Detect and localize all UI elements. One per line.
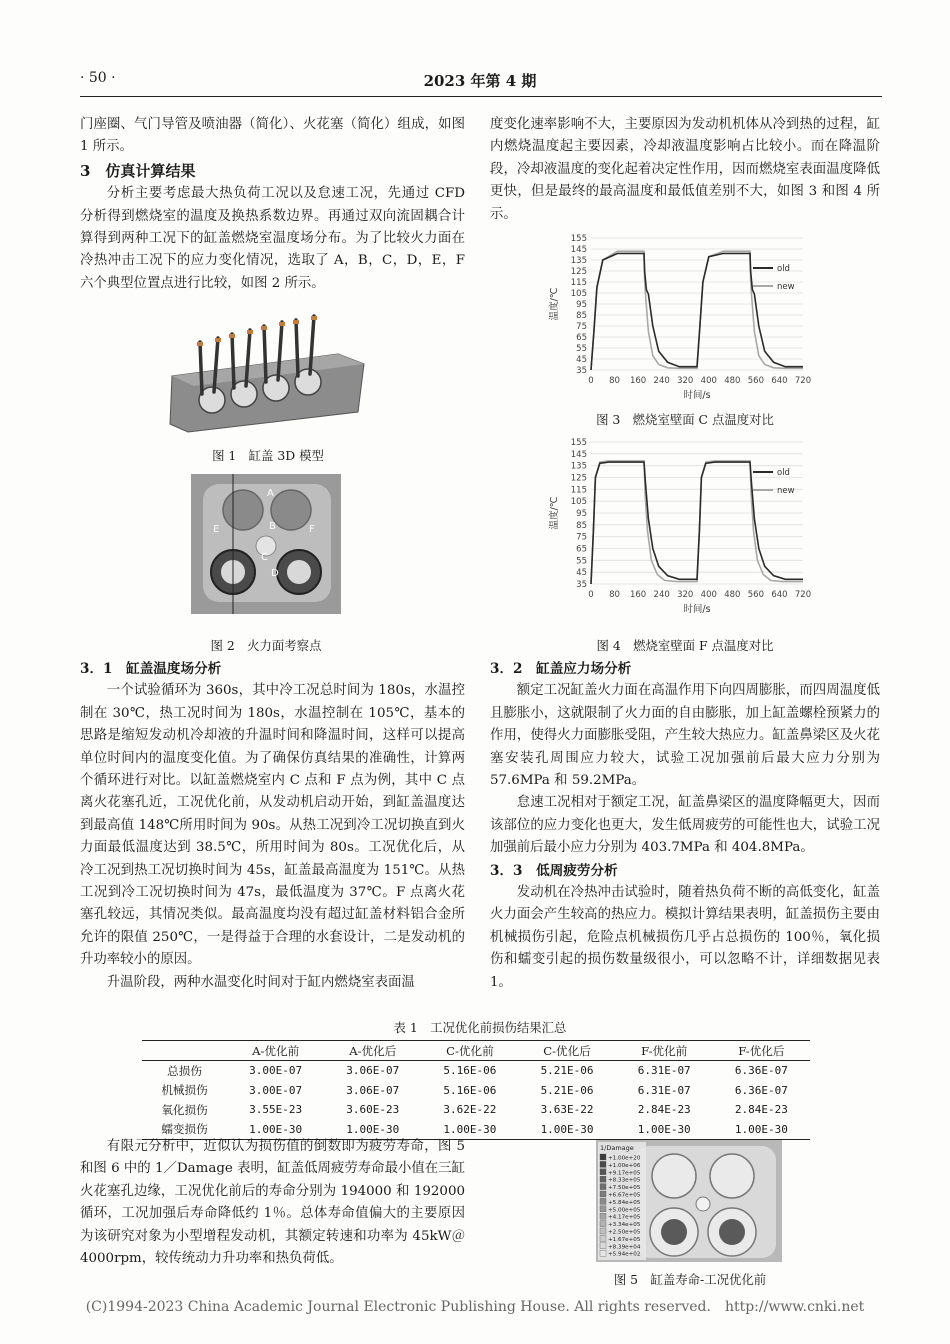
paragraph: 怠速工况相对于额定工况，缸盖鼻梁区的温度降幅更大，因而该部位的应力变化也更大，发生低周疲劳的可能性也大，试验工况加强前后最小应力分别为 403.7MPa 和 404.8MPa。 (490, 795, 880, 856)
table-cell: 1.00E-30 (227, 1120, 324, 1140)
header-rule (80, 96, 882, 97)
paragraph: 额定工况缸盖火力面在高温作用下向四周膨胀，而四周温度低且膨胀小，这就限制了火力面的自由膨胀，加上缸盖螺栓预紧力的作用，使得火力面膨胀受阻，产生较大热应力。缸盖鼻梁区及火花塞安装孔周围应力较大，试验工况加强前后最大应力分别为 57.6MPa 和 59.2MPa。 (490, 683, 880, 789)
journal-issue: 2023 年第 4 期 (423, 72, 537, 90)
legend-value: +1.00e+20 (608, 1155, 641, 1162)
table-cell: 5.21E-06 (540, 1064, 594, 1078)
legend-swatch (600, 1198, 606, 1204)
x-tick-label: 320 (677, 376, 694, 386)
table-cell: 2.84E-23 (734, 1103, 788, 1117)
point-label-f: F (309, 524, 315, 535)
series-line-old (591, 462, 803, 584)
y-tick-label: 45 (576, 355, 587, 365)
table-cell: 6.36E-07 (734, 1064, 788, 1078)
y-tick-label: 115 (570, 278, 587, 288)
y-axis-label: 温度/℃ (549, 496, 560, 530)
table-row-header: 总损伤 (167, 1063, 202, 1078)
legend-swatch (600, 1176, 606, 1182)
table-cell: 1.00E-30 (421, 1120, 518, 1140)
y-tick-label: 115 (570, 485, 587, 496)
legend-label-old: old (777, 264, 790, 274)
table-cell: 6.31E-07 (637, 1064, 691, 1078)
y-tick-label: 155 (570, 234, 587, 244)
y-tick-label: 55 (576, 556, 587, 567)
damage-table (142, 1040, 810, 1140)
cylinder-head-life-figure (596, 1140, 782, 1262)
y-tick-label: 75 (576, 322, 587, 332)
x-tick-label: 240 (653, 590, 670, 600)
legend-value: +4.17e+05 (608, 1214, 641, 1221)
x-tick-label: 400 (700, 590, 717, 600)
legend-swatch (600, 1191, 606, 1197)
x-tick-label: 480 (724, 376, 741, 386)
y-tick-label: 145 (570, 245, 587, 255)
x-axis-label: 时间/s (683, 604, 711, 615)
left-column-final (80, 1136, 465, 1270)
page-header (80, 70, 880, 96)
table-row-header: 蠕变损伤 (142, 1120, 227, 1140)
point-label-d: D (271, 568, 279, 579)
cylinder-head-3d-model-figure (168, 312, 368, 434)
y-tick-label: 135 (570, 461, 587, 472)
paragraph: 度变化速率影响不大，主要原因为发动机机体从冷到热的过程，缸内燃烧温度起主要因素，冷却液温度影响占比较小。而在降温阶段，冷却液温度的变化起着决定性作用，因而燃烧室表面温度降低更快，但是最终的最高温度和最低值差别不大，如图 3 和图 4 所示。 (490, 117, 880, 222)
legend-swatch (600, 1169, 606, 1175)
x-tick-label: 560 (747, 590, 765, 600)
y-tick-label: 35 (576, 366, 587, 376)
section-heading-3: 3 仿真计算结果 (80, 161, 196, 180)
y-tick-label: 85 (576, 311, 587, 321)
paragraph: 门座圈、气门导管及喷油器（简化）、火花塞（简化）组成，如图 1 所示。 (80, 117, 465, 155)
section-heading-3-1: 3．1 缸盖温度场分析 (80, 661, 222, 677)
legend-value: +2.50e+05 (608, 1229, 641, 1236)
x-tick-label: 400 (700, 376, 717, 386)
x-tick-label: 560 (747, 376, 765, 386)
table-row (142, 1061, 810, 1081)
legend-title: 1/Damage (600, 1144, 634, 1152)
table-header-row (142, 1041, 810, 1061)
fig4-temperature-chart (535, 432, 835, 622)
series-line-new (591, 251, 803, 370)
y-tick-label: 155 (570, 438, 587, 448)
figure-1-caption: 图 1 缸盖 3D 模型 (212, 448, 324, 463)
x-tick-label: 320 (677, 590, 694, 600)
legend-value: +8.33e+05 (608, 1177, 641, 1184)
point-label-b: B (269, 521, 276, 532)
x-tick-label: 0 (588, 376, 594, 386)
x-tick-label: 80 (609, 590, 620, 600)
table-header-cell: A-优化前 (227, 1041, 324, 1061)
table-row-header: 机械损伤 (161, 1083, 208, 1098)
legend-value: +7.50e+05 (608, 1185, 641, 1192)
x-axis-label: 时间/s (683, 390, 711, 401)
table-header-cell: F-优化后 (713, 1041, 810, 1061)
x-tick-label: 640 (771, 376, 788, 386)
table-1-caption: 表 1 工况优化前损伤结果汇总 (393, 1020, 567, 1035)
x-tick-label: 480 (724, 590, 741, 600)
page-number: · 50 · (80, 70, 116, 86)
right-column-top (490, 114, 880, 226)
legend-value: +1.00e+06 (608, 1162, 641, 1169)
paragraph: 分析主要考虑最大热负荷工况以及怠速工况，先通过 CFD 分析得到燃烧室的温度及换热系数边界。再通过双向流固耦合计算得到两种工况下的缸盖燃烧室温度场分布。为了比较火力面在冷热冲击工况下的应力变化情况，选取了 A，B，C，D，E，F 六个典型位置点进行比较，如图 2 所示。 (80, 186, 465, 291)
x-tick-label: 240 (653, 376, 670, 386)
y-tick-label: 55 (576, 344, 587, 354)
legend-swatch (600, 1154, 606, 1160)
y-tick-label: 105 (570, 289, 587, 299)
y-tick-label: 95 (576, 300, 587, 310)
figure-4-caption: 图 4 燃烧室壁面 F 点温度对比 (596, 638, 774, 653)
left-column-bottom (80, 658, 465, 994)
y-tick-label: 105 (570, 497, 587, 508)
legend-swatch (600, 1213, 606, 1219)
table-cell: 1.00E-30 (324, 1120, 421, 1140)
y-tick-label: 145 (570, 449, 587, 460)
legend-value: +3.34e+05 (608, 1222, 641, 1229)
table-header-cell: C-优化前 (421, 1041, 518, 1061)
table-header-cell: F-优化前 (616, 1041, 713, 1061)
table-row (142, 1081, 810, 1101)
table-cell: 3.60E-23 (346, 1103, 400, 1117)
table-row-header: 氧化损伤 (161, 1102, 208, 1117)
y-tick-label: 35 (576, 580, 587, 590)
table-header-cell: A-优化后 (324, 1041, 421, 1061)
table-cell: 1.00E-30 (518, 1120, 615, 1140)
section-heading-3-3: 3．3 低周疲劳分析 (490, 862, 618, 879)
table-cell: 1.00E-30 (616, 1120, 713, 1140)
legend-swatch (600, 1235, 606, 1241)
y-tick-label: 75 (576, 532, 587, 543)
table-header-cell: C-优化后 (518, 1041, 615, 1061)
legend-value: +5.94e+02 (608, 1251, 641, 1258)
fig3-temperature-chart (535, 228, 835, 408)
legend-swatch (600, 1206, 606, 1212)
paragraph: 升温阶段，两种水温变化时间对于缸内燃烧室表面温 (106, 974, 415, 990)
table-cell: 6.36E-07 (734, 1083, 788, 1097)
section-heading-3-2: 3．2 缸盖应力场分析 (490, 661, 632, 677)
x-tick-label: 80 (609, 376, 620, 386)
legend-value: +5.84e+05 (608, 1199, 641, 1206)
legend-value: +9.17e+05 (608, 1170, 641, 1177)
table-cell: 3.00E-07 (249, 1083, 303, 1097)
x-tick-label: 160 (629, 376, 647, 386)
legend-swatch (600, 1228, 606, 1234)
legend-swatch (600, 1161, 606, 1167)
table-cell: 3.62E-22 (443, 1103, 497, 1117)
table-cell: 5.16E-06 (443, 1064, 497, 1078)
left-column-top (80, 114, 465, 295)
table-cell: 5.16E-06 (443, 1083, 497, 1097)
paragraph: 发动机在冷热冲击试验时，随着热负荷不断的高低变化，缸盖火力面会产生较高的热应力。模拟计算结果表明，缸盖损伤主要由机械损伤引起，危险点机械损伤几乎占总损伤的 100％，氧化损伤和蠕变引起的损伤数量级很小，可以忽略不计，详细数据见表 1。 (490, 885, 880, 990)
fire-deck-points-figure (191, 474, 341, 614)
table-cell: 5.21E-06 (540, 1083, 594, 1097)
legend-swatch (600, 1243, 606, 1249)
x-tick-label: 160 (629, 590, 647, 600)
x-tick-label: 640 (771, 590, 788, 600)
legend-swatch (600, 1221, 606, 1227)
table-header-cell (142, 1041, 227, 1061)
legend-value: +8.39e+04 (608, 1244, 641, 1251)
legend-label-old: old (777, 468, 790, 478)
table-cell: 3.63E-22 (540, 1103, 594, 1117)
y-axis-label: 温度/℃ (549, 287, 560, 321)
y-tick-label: 95 (576, 509, 587, 519)
legend-value: +1.67e+05 (608, 1236, 641, 1243)
copyright-footer: (C)1994-2023 China Academic Journal Electronic Publishing House. All rights reserved. http://www.cnki.net (85, 1299, 865, 1315)
x-tick-label: 720 (794, 590, 812, 600)
legend-label-new: new (777, 282, 795, 292)
right-column-bottom (490, 658, 880, 994)
table-cell: 3.00E-07 (249, 1064, 303, 1078)
y-tick-label: 65 (576, 333, 587, 343)
point-label-e: E (213, 524, 220, 535)
paragraph: 一个试验循环为 360s，其中冷工况总时间为 180s，水温控制在 30℃，热工况时间为 180s，水温控制在 105℃，基本的思路是缩短发动机冷却液的升温时间和降温时间，这样可以提高单位时间内的温度变化值。为了确保仿真结果的准确性，计算两个循环进行对比。以缸盖燃烧室内 C 点和 F 点为例，其中 C 点离火花塞孔近，工况优化前，从发动机启动开始，到缸盖温度达到最高值 148℃所用时间为 90s。从热工况到冷工况切换直到火力面最低温度达到 38.5℃，所用时间为 80s。工况优化后，从冷工况到热工况切换时间为 45s，缸盖最高温度为 151℃。从热工况到冷工况切换时间为 47s，最低温度为 37℃。F 点离火花塞孔较远，其情况类似。最高温度均没有超过缸盖材料铝合金所允许的限值 250℃，一是得益于合理的水套设计，二是发动机的升功率较小的原因。 (80, 683, 465, 968)
figure-3-caption: 图 3 燃烧室壁面 C 点温度对比 (596, 412, 774, 427)
table-cell: 1.00E-30 (713, 1120, 810, 1140)
x-tick-label: 0 (588, 590, 594, 600)
y-tick-label: 125 (570, 473, 587, 484)
legend-swatch (600, 1184, 606, 1190)
table-cell: 3.55E-23 (249, 1103, 303, 1117)
table-row (142, 1100, 810, 1120)
table-cell: 2.84E-23 (637, 1103, 691, 1117)
point-label-c: C (261, 552, 268, 563)
y-tick-label: 45 (576, 568, 587, 579)
paragraph: 有限元分析中，近似认为损伤值的倒数即为疲劳寿命，图 5 和图 6 中的 1／Damage 表明，缸盖低周疲劳寿命最小值在三缸火花塞孔边缘，工况优化前后的寿命分别为 194000 和 192000 循环，工况加强后寿命降低约 1％。总体寿命值偏大的主要原因为该研究对象为小型增程发动机，其额定转速和功率为 45kW＠4000rpm，较传统动力升功率和热负荷低。 (80, 1139, 465, 1267)
y-tick-label: 85 (576, 520, 587, 531)
legend-value: +6.67e+05 (608, 1192, 641, 1199)
table-cell: 6.31E-07 (637, 1083, 691, 1097)
table-cell: 3.06E-07 (346, 1064, 400, 1078)
point-label-a: A (267, 488, 274, 499)
figure-2-caption: 图 2 火力面考察点 (210, 638, 322, 653)
y-tick-label: 65 (576, 544, 587, 555)
y-tick-label: 135 (570, 256, 587, 266)
legend-value: +5.00e+05 (608, 1207, 641, 1214)
figure-5-caption: 图 5 缸盖寿命-工况优化前 (613, 1272, 767, 1287)
table-cell: 3.06E-07 (346, 1083, 400, 1097)
legend-swatch (600, 1250, 606, 1256)
x-tick-label: 720 (794, 376, 812, 386)
y-tick-label: 125 (570, 267, 587, 277)
legend-label-new: new (777, 486, 795, 496)
